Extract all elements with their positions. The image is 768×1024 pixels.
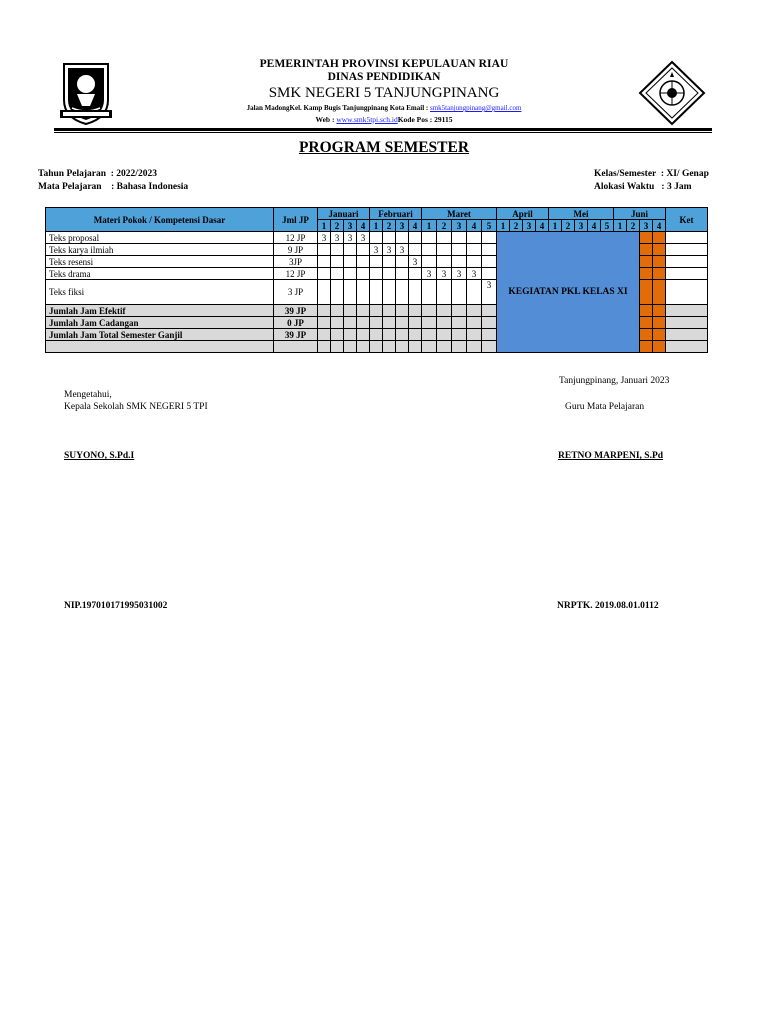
juni-highlight-cell: [653, 256, 666, 268]
week-cell: [357, 329, 370, 341]
blank-cell: [370, 341, 383, 353]
summary-jp: 0 JP: [274, 317, 318, 329]
week-cell: [331, 317, 344, 329]
blank-cell: [344, 341, 357, 353]
week-cell: [437, 244, 452, 256]
week-header: 2: [331, 220, 344, 232]
materi-cell: Teks drama: [46, 268, 274, 280]
week-header: 5: [482, 220, 497, 232]
header-school-name: SMK NEGERI 5 TANJUNGPINANG: [268, 85, 500, 101]
blank-cell: [331, 341, 344, 353]
week-cell: [318, 280, 331, 305]
juni-highlight-cell: [640, 280, 653, 305]
blank-cell: [437, 341, 452, 353]
week-cell: [437, 317, 452, 329]
week-header: 4: [409, 220, 422, 232]
jp-cell: 12 JP: [274, 232, 318, 244]
blank-cell: [467, 341, 482, 353]
week-cell: [467, 256, 482, 268]
ket-cell: [666, 329, 708, 341]
week-cell: [331, 268, 344, 280]
week-cell: [437, 280, 452, 305]
week-cell: 3: [370, 244, 383, 256]
week-cell: [344, 317, 357, 329]
week-cell: [452, 329, 467, 341]
week-header: 2: [437, 220, 452, 232]
week-cell: 3: [409, 256, 422, 268]
week-cell: [370, 280, 383, 305]
week-cell: [396, 329, 409, 341]
juni-highlight-cell: [640, 244, 653, 256]
summary-jp: 39 JP: [274, 329, 318, 341]
headmaster-nip: NIP.197010171995031002: [64, 601, 168, 611]
week-cell: [467, 305, 482, 317]
headmaster-name: SUYONO, S.Pd.I: [64, 451, 135, 461]
week-cell: [370, 232, 383, 244]
materi-cell: Teks resensi: [46, 256, 274, 268]
week-cell: [422, 280, 437, 305]
week-cell: [331, 256, 344, 268]
ket-cell: [666, 268, 708, 280]
week-cell: 3: [467, 268, 482, 280]
blank-cell: [482, 341, 497, 353]
week-header: 3: [396, 220, 409, 232]
week-cell: [482, 268, 497, 280]
week-cell: [437, 305, 452, 317]
week-cell: 3: [396, 244, 409, 256]
week-cell: [344, 280, 357, 305]
week-cell: 3: [344, 232, 357, 244]
blank-cell: [46, 341, 274, 353]
school-emblem-icon: [638, 60, 706, 126]
jp-cell: 9 JP: [274, 244, 318, 256]
week-cell: [357, 317, 370, 329]
ket-cell: [666, 317, 708, 329]
week-cell: [318, 317, 331, 329]
header-web: Web : www.smk5tpi.sch.idKode Pos : 29115: [315, 115, 453, 124]
week-cell: [331, 305, 344, 317]
week-cell: [437, 329, 452, 341]
week-cell: 3: [452, 268, 467, 280]
week-cell: [318, 256, 331, 268]
month-header: Maret: [422, 208, 497, 220]
week-cell: [437, 256, 452, 268]
week-cell: [344, 256, 357, 268]
header-department: DINAS PENDIDIKAN: [327, 71, 441, 83]
teacher-name: RETNO MARPENI, S.Pd: [558, 451, 664, 461]
week-cell: [318, 305, 331, 317]
week-cell: [396, 305, 409, 317]
blank-cell: [318, 341, 331, 353]
materi-cell: Teks proposal: [46, 232, 274, 244]
summary-label: Jumlah Jam Total Semester Ganjil: [46, 329, 274, 341]
week-cell: [370, 317, 383, 329]
left-role-line1: Mengetahui,: [64, 390, 112, 400]
week-cell: 3: [318, 232, 331, 244]
ket-cell: [666, 256, 708, 268]
jp-cell: 12 JP: [274, 268, 318, 280]
week-cell: [409, 268, 422, 280]
week-cell: 3: [437, 268, 452, 280]
week-cell: [467, 317, 482, 329]
juni-highlight-cell: [640, 317, 653, 329]
week-cell: [344, 329, 357, 341]
week-cell: [344, 305, 357, 317]
week-cell: [409, 329, 422, 341]
program-semester-table: [45, 207, 708, 353]
week-cell: [422, 305, 437, 317]
week-header: 1: [614, 220, 627, 232]
week-cell: [357, 268, 370, 280]
week-cell: 3: [383, 244, 396, 256]
week-cell: [482, 232, 497, 244]
week-cell: [370, 268, 383, 280]
week-cell: [422, 329, 437, 341]
left-role-line2: Kepala Sekolah SMK NEGERI 5 TPI: [64, 402, 208, 412]
month-header: Juni: [614, 208, 666, 220]
week-cell: 3: [357, 232, 370, 244]
week-cell: [383, 305, 396, 317]
right-role: Guru Mata Pelajaran: [565, 402, 645, 412]
header-government: PEMERINTAH PROVINSI KEPULAUAN RIAU: [259, 58, 509, 70]
week-cell: [357, 256, 370, 268]
week-cell: [409, 244, 422, 256]
week-header: 2: [562, 220, 575, 232]
juni-highlight-cell: [653, 268, 666, 280]
week-cell: [396, 256, 409, 268]
web-link[interactable]: www.smk5tpi.sch.id: [336, 115, 398, 124]
week-header: 2: [627, 220, 640, 232]
week-header: 3: [575, 220, 588, 232]
blank-cell: [452, 341, 467, 353]
month-header: Februari: [370, 208, 422, 220]
week-cell: [467, 280, 482, 305]
week-cell: [383, 232, 396, 244]
jp-cell: 3JP: [274, 256, 318, 268]
blank-cell: [409, 341, 422, 353]
blank-cell: [383, 341, 396, 353]
week-header: 1: [370, 220, 383, 232]
week-cell: [422, 244, 437, 256]
week-cell: [396, 280, 409, 305]
week-cell: [422, 232, 437, 244]
juni-highlight-cell: [640, 232, 653, 244]
materi-cell: Teks karya ilmiah: [46, 244, 274, 256]
juni-highlight-cell: [653, 244, 666, 256]
week-cell: [396, 268, 409, 280]
week-header: 4: [467, 220, 482, 232]
week-cell: [482, 305, 497, 317]
week-cell: 3: [331, 232, 344, 244]
week-header: 3: [452, 220, 467, 232]
ket-cell: [666, 341, 708, 353]
ket-cell: [666, 305, 708, 317]
week-cell: [318, 244, 331, 256]
col-header-jp: Jml JP: [274, 208, 318, 232]
week-cell: [452, 256, 467, 268]
week-cell: [383, 280, 396, 305]
juni-highlight-cell: [640, 268, 653, 280]
week-header: 3: [523, 220, 536, 232]
week-header: 1: [497, 220, 510, 232]
juni-highlight-cell: [640, 256, 653, 268]
week-cell: [422, 317, 437, 329]
month-header: Januari: [318, 208, 370, 220]
week-header: 4: [588, 220, 601, 232]
week-cell: [409, 305, 422, 317]
week-cell: [452, 232, 467, 244]
materi-cell: Teks fiksi: [46, 280, 274, 305]
week-cell: [482, 256, 497, 268]
juni-highlight-cell: [640, 329, 653, 341]
summary-jp: 39 JP: [274, 305, 318, 317]
email-link[interactable]: smk5tanjungpinang@gmail.com: [430, 104, 522, 112]
week-cell: [370, 256, 383, 268]
week-header: 4: [653, 220, 666, 232]
meta-tahun: Tahun Pelajaran : 2022/2023: [38, 169, 157, 179]
week-cell: [383, 329, 396, 341]
blank-cell: [422, 341, 437, 353]
week-cell: [452, 317, 467, 329]
week-cell: [409, 280, 422, 305]
juni-highlight-cell: [653, 305, 666, 317]
week-cell: [437, 232, 452, 244]
week-cell: [344, 244, 357, 256]
week-header: 1: [549, 220, 562, 232]
place-date: Tanjungpinang, Januari 2023: [559, 376, 670, 386]
juni-highlight-cell: [653, 280, 666, 305]
week-header: 3: [640, 220, 653, 232]
blank-cell: [396, 341, 409, 353]
week-header: 1: [318, 220, 331, 232]
meta-alokasi: Alokasi Waktu : 3 Jam: [594, 182, 692, 192]
week-cell: [452, 305, 467, 317]
week-cell: [370, 305, 383, 317]
meta-mapel: Mata Pelajaran : Bahasa Indonesia: [38, 182, 189, 192]
week-header: 3: [344, 220, 357, 232]
col-header-materi: Materi Pokok / Kompetensi Dasar: [46, 208, 274, 232]
ket-cell: [666, 232, 708, 244]
document-title: PROGRAM SEMESTER: [298, 139, 470, 156]
week-cell: [452, 244, 467, 256]
week-cell: 3: [422, 268, 437, 280]
table-row: [46, 232, 708, 244]
week-cell: 3: [482, 280, 497, 305]
week-cell: [318, 268, 331, 280]
week-cell: [482, 244, 497, 256]
week-cell: [318, 329, 331, 341]
juni-highlight-cell: [653, 341, 666, 353]
week-header: 4: [357, 220, 370, 232]
week-cell: [409, 232, 422, 244]
juni-highlight-cell: [640, 341, 653, 353]
week-cell: [383, 256, 396, 268]
week-header: 5: [601, 220, 614, 232]
juni-highlight-cell: [653, 317, 666, 329]
week-cell: [396, 232, 409, 244]
meta-kelas: Kelas/Semester : XI/ Genap: [594, 169, 709, 179]
juni-highlight-cell: [653, 232, 666, 244]
col-header-ket: Ket: [666, 208, 708, 232]
teacher-nrptk: NRPTK. 2019.08.01.0112: [557, 601, 659, 611]
week-cell: [409, 317, 422, 329]
week-cell: [482, 317, 497, 329]
week-header: 2: [383, 220, 396, 232]
week-cell: [331, 280, 344, 305]
ket-cell: [666, 280, 708, 305]
week-cell: [422, 256, 437, 268]
week-header: 1: [422, 220, 437, 232]
week-cell: [396, 317, 409, 329]
week-cell: [357, 280, 370, 305]
blank-cell: [357, 341, 370, 353]
header-rule-thin: [54, 132, 712, 133]
juni-highlight-cell: [653, 329, 666, 341]
week-header: 4: [536, 220, 549, 232]
week-cell: [467, 232, 482, 244]
week-header: 2: [510, 220, 523, 232]
week-cell: [383, 317, 396, 329]
week-cell: [357, 244, 370, 256]
week-cell: [331, 329, 344, 341]
month-header: April: [497, 208, 549, 220]
summary-label: Jumlah Jam Cadangan: [46, 317, 274, 329]
ket-cell: [666, 244, 708, 256]
week-cell: [331, 244, 344, 256]
juni-highlight-cell: [640, 305, 653, 317]
header-rule: [54, 128, 712, 131]
week-cell: [452, 280, 467, 305]
week-cell: [357, 305, 370, 317]
summary-label: Jumlah Jam Efektif: [46, 305, 274, 317]
week-cell: [383, 268, 396, 280]
week-cell: [370, 329, 383, 341]
blank-cell: [274, 341, 318, 353]
week-cell: [467, 244, 482, 256]
week-cell: [344, 268, 357, 280]
week-cell: [467, 329, 482, 341]
month-header: Mei: [549, 208, 614, 220]
pkl-activity-block: KEGIATAN PKL KELAS XI: [497, 232, 640, 353]
header-address: Jalan MadongKel. Kamp Bugis Tanjungpinang Kota Email : smk5tanjungpinang@gmail.com: [246, 104, 522, 112]
jp-cell: 3 JP: [274, 280, 318, 305]
week-cell: [482, 329, 497, 341]
